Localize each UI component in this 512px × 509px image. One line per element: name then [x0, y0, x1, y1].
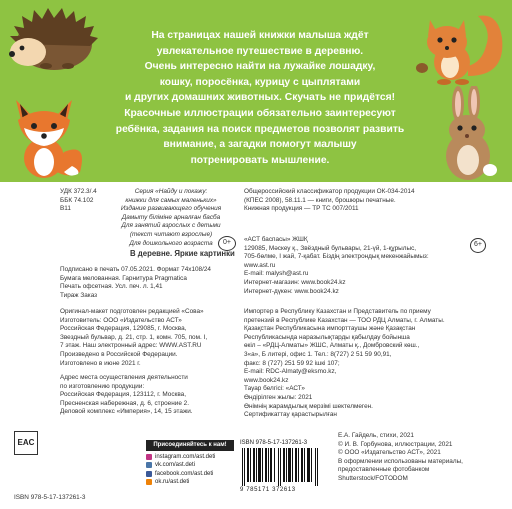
importer-line: претензий в Республике Казахстан — ТОО РДЦ Алматы, г. Алматы. — [244, 316, 445, 324]
credits-line: © И. В. Горбунова, иллюстрации, 2021 — [338, 440, 453, 448]
print-detail-line: Подписано в печать 07.05.2021. Формат 74x108/24 — [60, 266, 211, 273]
classifier-line: Общероссийский классификатор продукции ОК-034-2014 — [244, 188, 415, 195]
eac-mark: EAC — [14, 431, 38, 455]
importer-line: E-mail: RDC-Almaty@eksmo.kz, — [244, 368, 337, 376]
barcode-number: 9 785171 372613 — [240, 487, 296, 493]
importer-line: Республикасында наразылықтарды қабылдау бойынша — [244, 333, 410, 341]
credits-line: © ООО «Издательство АСТ», 2021 — [338, 449, 441, 457]
kz-publisher-line: Интернет-дүкен: www.book24.kz — [244, 287, 339, 295]
address-line: Российская Федерация, 123112, г. Москва, — [60, 391, 186, 399]
barcode-isbn: ISBN 978-5-17-137261-3 — [240, 440, 308, 446]
description-line: и других домашних животных. Скучать не придётся! — [124, 92, 396, 104]
series-line: Для занятий взрослых с детьми — [121, 222, 221, 230]
squirrel-icon — [408, 6, 506, 86]
address-line: по изготовлению продукции: — [60, 382, 145, 390]
series-line: Издание развивающего обучения — [120, 205, 222, 213]
kz-publisher-line: E-mail: malysh@ast.ru — [244, 270, 309, 278]
importer-line: Импортер в Республику Казахстан и Представитель по приему — [244, 308, 431, 315]
credits-line: предоставленные фотобанком — [338, 466, 430, 474]
publisher-line: Изготовлено в июне 2021 г. — [60, 359, 141, 367]
credits-line: В оформлении использованы материалы, — [338, 457, 463, 465]
classifier-line: Книжная продукция — ТР ТС 007/2011 — [244, 205, 359, 213]
description-text — [110, 28, 410, 168]
description-line: увлекательное путешествие в деревню. — [156, 45, 364, 57]
print-detail-line: Печать офсетная. Усл. печ. л. 1,41 — [60, 283, 163, 291]
importer-line: өкіл – «РДЦ-Алматы» ЖШС, Алматы қ., Домбровский көш., — [244, 342, 420, 350]
vk-icon — [146, 462, 152, 468]
credits-line: Е.А. Гайдель, стихи, 2021 — [338, 432, 414, 439]
description-line: внимание, а загадки помогут малышу — [163, 139, 357, 151]
social-link-instagram[interactable] — [146, 453, 234, 462]
udk-block — [60, 188, 97, 214]
social-links — [146, 440, 234, 487]
importer-line: www.book24.kz — [244, 376, 289, 384]
age-rating-badge: 6+ — [470, 238, 486, 253]
kz-publisher-line: www.ast.ru — [244, 261, 276, 269]
classifier-line: (КПЕС 2008), 58.11.1 — книги, брошюры печатные. — [244, 196, 396, 204]
kz-publisher-line: 705-бөлме, I жай, 7-қабат. Біздің электрондық мекенжайымыз: — [244, 253, 429, 261]
print-detail-line: Тираж Заказ — [60, 291, 98, 299]
publisher-line: Произведено в Российской Федерации. — [60, 350, 178, 358]
description-line: На страницах нашей книжки малыша ждёт — [151, 30, 369, 41]
importer-line: Өндірілген жылы: 2021 — [244, 393, 313, 401]
series-block — [112, 188, 230, 248]
importer-line: 3«а», Б литері, офис 1. Тел.: 8(727) 2 51 59 90,91, — [244, 350, 392, 358]
fox-icon — [8, 92, 86, 180]
address-line: Деловой комплекс «Империя», 14, 15 этажи. — [60, 408, 193, 416]
udk-line: ББК 74.102 — [60, 196, 94, 204]
description-banner — [0, 0, 512, 182]
kz-publisher-line: Интернет-магазин: www.book24.kz — [244, 278, 346, 286]
isbn-left: ISBN 978-5-17-137261-3 — [14, 494, 86, 501]
publisher-line: Изготовитель: ООО «Издательство АСТ» — [60, 316, 182, 324]
kz-importer-block — [244, 308, 445, 420]
publisher-line: Российская Федерация, 129085, г. Москва, — [60, 325, 187, 333]
credits-block — [338, 432, 463, 484]
description-line: ребёнка, задания на поиск предметов позволят развить — [115, 123, 405, 135]
series-line: Серия «Найду и покажу: — [134, 188, 208, 195]
publisher-line: Звездный бульвар, д. 21, стр. 1, комн. 705, пом. I, — [60, 333, 208, 341]
ok-icon — [146, 479, 152, 485]
print-details-block — [60, 266, 211, 300]
age-rating-badge: 0+ — [218, 236, 236, 251]
address-line: Пресненская набережная, д. 6, строение 2. — [60, 399, 189, 407]
kz-publisher-block — [244, 236, 429, 296]
publisher-line: Оригинал-макет подготовлен редакцией «Сова» — [60, 308, 204, 315]
importer-line: Тауар белгісі: «АСТ» — [244, 385, 305, 393]
kz-publisher-line: «АСТ баспасы» ЖШҚ — [244, 236, 308, 243]
description-line: потренировать мышление. — [190, 154, 330, 166]
credits-line: Shutterstock/FOTODOM — [338, 474, 408, 482]
series-line: Для дошкольного возраста — [129, 239, 213, 247]
social-link-facebook[interactable] — [146, 470, 234, 479]
importer-line: Өнімнің жарамдылық мерзімі шектелмеген. — [244, 402, 373, 410]
social-link-text: vk.com/ast.deti — [155, 462, 196, 468]
series-line: книжки для самых маленьких» — [125, 196, 217, 204]
facebook-icon — [146, 471, 152, 477]
publisher-block — [60, 308, 207, 368]
classifier-block — [244, 188, 415, 214]
hedgehog-icon — [6, 6, 98, 74]
series-line: Дамыту бiлiмiне арналған басба — [121, 213, 221, 221]
address-line: Адрес места осуществления деятельности — [60, 374, 188, 381]
description-line: Очень интересно найти на лужайке лошадку, — [144, 61, 376, 73]
kz-publisher-line: 129085, Мәскеу қ., Звёздный бульвары, 21-үй, 1-құрылыс, — [244, 244, 417, 252]
udk-line: УДК 372.3/.4 — [60, 188, 97, 195]
social-link-vk[interactable] — [146, 461, 234, 470]
series-line: (текст читают взрослые) — [129, 230, 213, 238]
publisher-line: 7 этаж. Наш электронный адрес: WWW.AST.RU — [60, 342, 202, 350]
importer-line: Сертификаттау қарастырылған — [244, 411, 337, 419]
importer-line: Қазақстан Республикасына импорттаушы және Қазақстан — [244, 325, 416, 333]
description-line: кошку, поросёнка, курицу с цыплятами — [159, 76, 361, 88]
hare-icon — [430, 86, 508, 182]
social-link-text: instagram.com/ast.deti — [155, 453, 216, 460]
production-address-block — [60, 374, 193, 417]
description-line: Красочные иллюстрации обязательно заинтересуют — [124, 107, 396, 119]
social-link-ok[interactable] — [146, 478, 234, 487]
barcode-icon — [240, 448, 320, 486]
social-link-text: facebook.com/ast.deti — [155, 470, 214, 477]
importer-line: факс: 8 (727) 251 59 92 ішкі 107; — [244, 359, 340, 367]
social-header: Присоединяйтесь к нам! — [146, 440, 234, 451]
print-detail-line: Бумага мелованная. Гарнитура Pragmatica — [60, 274, 187, 282]
book-title: В деревне. Яркие картинки — [130, 249, 235, 258]
udk-line: В11 — [60, 205, 71, 213]
social-link-text: ok.ru/ast.deti — [155, 479, 190, 485]
instagram-icon — [146, 454, 152, 460]
